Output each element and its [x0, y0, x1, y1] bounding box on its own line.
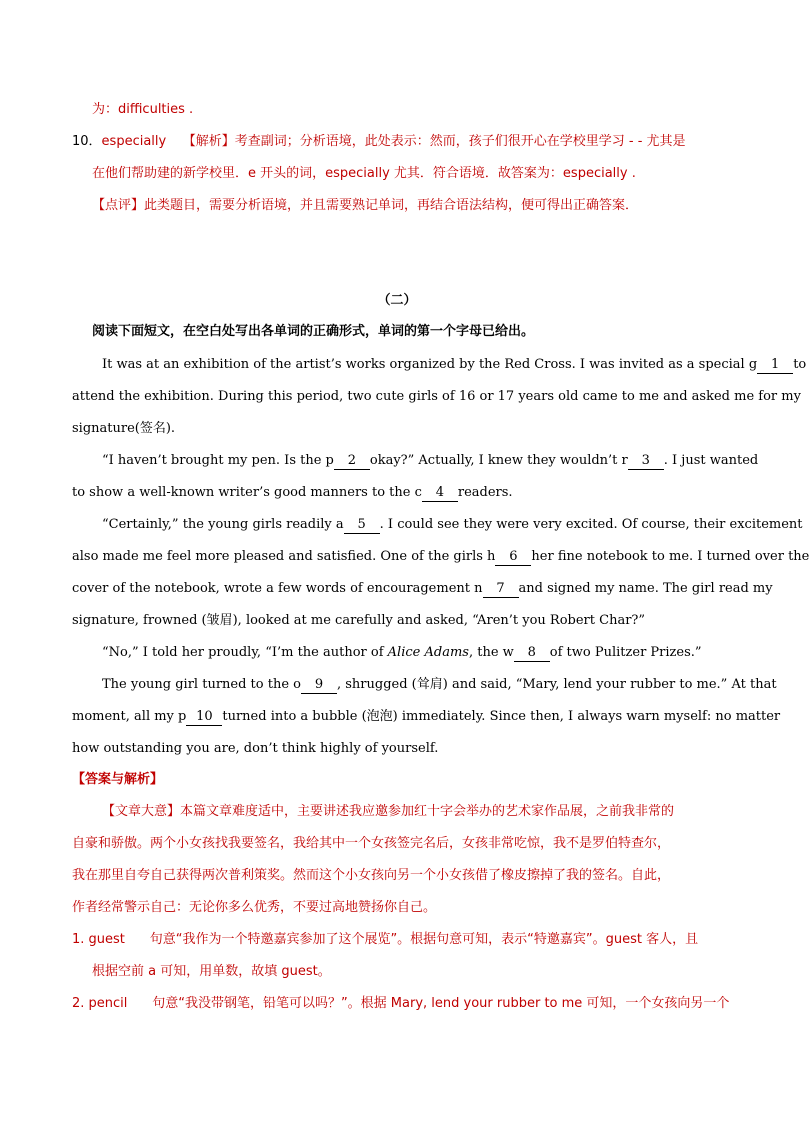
passage-line: signature, frowned (皱眉), looked at me carefully and asked, “Aren’t you Robert Char?”	[72, 613, 646, 628]
section-title: （二）	[377, 293, 417, 308]
book-title: Alice Adams	[387, 645, 469, 660]
explanation-item-10	[72, 132, 686, 152]
blank-9: 9	[301, 677, 337, 694]
summary-line: 作者经常警示自己：无论你多么优秀，不要过高地赞扬你自己。	[72, 900, 437, 915]
answer-item-1: 1. guest 句意“我作为一个特邀嘉宾参加了这个展览”。根据句意可知，表示“特邀嘉宾”。guest 客人，且	[72, 932, 699, 947]
passage-line: attend the exhibition. During this period, two cute girls of 16 or 17 years old came to me and asked me for my	[72, 389, 801, 404]
passage-line: also made me feel more pleased and satisfied. One of the girls h 6 her fine notebook to me. I turned over the	[72, 549, 809, 564]
blank-5: 5	[344, 517, 380, 534]
answer-item-2: 2. pencil 句意“我没带钢笔，铅笔可以吗？”。根据 Mary, lend your rubber to me 可知，一个女孩向另一个	[72, 996, 730, 1011]
blank-7: 7	[483, 581, 519, 598]
answer-heading: 【答案与解析】	[72, 772, 164, 787]
passage-line: to show a well-known writer’s good manners to the c 4 readers.	[72, 485, 513, 500]
item-answer: especially	[101, 134, 167, 149]
answer-label: 1. guest	[72, 932, 125, 947]
analysis-text: 考查副词；分析语境，此处表示：然而，孩子们很开心在学校里学习 - - 尤其是	[234, 134, 686, 149]
comment-text: 此类题目，需要分析语境，并且需要熟记单词，再结合语法结构，便可得出正确答案．	[144, 198, 639, 213]
passage-line: “Certainly,” the young girls readily a 5 . I could see they were very excited. Of course, their excitement	[102, 517, 803, 532]
passage-line: moment, all my p 10 turned into a bubble (泡泡) immediately. Since then, I always warn myself: no matter	[72, 709, 781, 724]
passage-line: “No,” I told her proudly, “I’m the author of Alice Adams, the w 8 of two Pulitzer Prizes.”	[102, 645, 702, 660]
passage-line: how outstanding you are, don’t think highly of yourself.	[72, 741, 439, 756]
comment-tag: 【点评】	[92, 198, 145, 213]
blank-3: 3	[628, 453, 664, 470]
blank-6: 6	[495, 549, 531, 566]
blank-1: 1	[757, 357, 793, 374]
summary-line: 自豪和骄傲。两个小女孩找我要签名，我给其中一个女孩签完名后，女孩非常吃惊，我不是罗伯特查尔，	[72, 836, 671, 851]
passage-line: cover of the notebook, wrote a few words of encouragement n 7 and signed my name. The girl read my	[72, 581, 773, 596]
comment	[92, 196, 638, 216]
answer-label: 2. pencil	[72, 996, 128, 1011]
passage-line: “I haven’t brought my pen. Is the p 2 okay?” Actually, I knew they wouldn’t r 3 . I just wanted	[102, 453, 759, 468]
blank-10: 10	[186, 709, 222, 726]
item-number: 10．	[72, 134, 102, 149]
summary-line: 我在那里自夸自己获得两次普利策奖。然而这个小女孩向另一个小女孩借了橡皮擦掉了我的签名。自此，	[72, 868, 671, 883]
summary-tag: 【文章大意】	[102, 804, 181, 819]
summary-line: 【文章大意】本篇文章难度适中，主要讲述我应邀参加红十字会举办的艺术家作品展，之前我非常的	[102, 804, 675, 819]
section-instruction: 阅读下面短文，在空白处写出各单词的正确形式，单词的第一个字母已给出。	[92, 324, 535, 339]
blank-8: 8	[514, 645, 550, 662]
explanation-continuation: 为：difficulties .	[92, 102, 194, 117]
explanation-item-10-line2: 在他们帮助建的新学校里．e 开头的词，especially 尤其．符合语境．故答案为：especially .	[92, 166, 636, 181]
passage-line: signature(签名).	[72, 421, 176, 436]
answer-item-1-line2: 根据空前 a 可知，用单数，故填 guest。	[92, 964, 331, 979]
blank-2: 2	[334, 453, 370, 470]
blank-4: 4	[422, 485, 458, 502]
passage-line: The young girl turned to the o 9 , shrugged (耸肩) and said, “Mary, lend your rubber to me.” At that	[102, 677, 777, 692]
analysis-tag: 【解析】	[182, 134, 235, 149]
passage-line: It was at an exhibition of the artist’s works organized by the Red Cross. I was invited as a special g 1 to	[102, 357, 807, 372]
